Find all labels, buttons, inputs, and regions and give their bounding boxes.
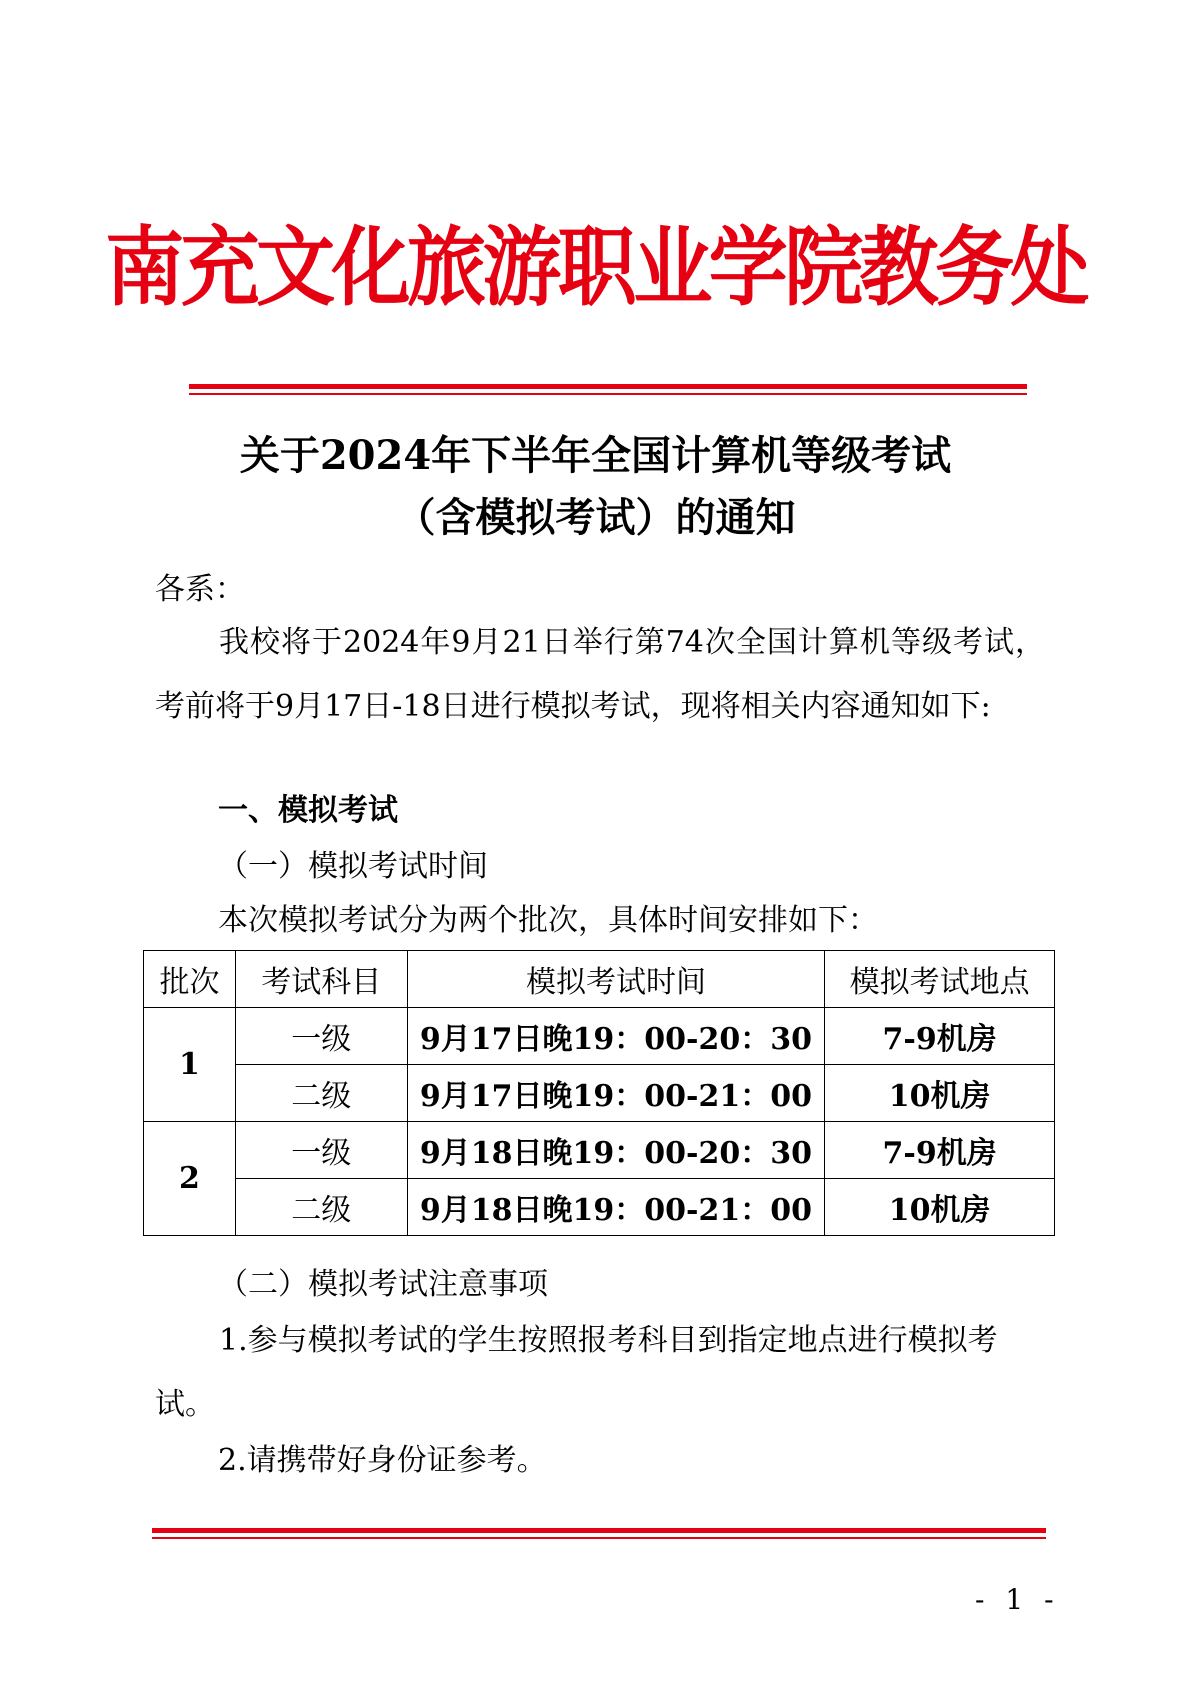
place-cell: 7-9机房 xyxy=(825,1122,1055,1179)
intro-paragraph: 我校将于2024年9月21日举行第74次全国计算机等级考试，考前将于9月17日-18日进行模拟考试，现将相关内容通知如下: xyxy=(155,625,1045,724)
note-item: 1.参与模拟考试的学生按照报考科目到指定地点进行模拟考试。 xyxy=(155,1323,998,1422)
table-intro-text: 本次模拟考试分为两个批次，具体时间安排如下： xyxy=(218,903,878,938)
time-cell: 9月17日晚19：00-20：30 xyxy=(407,1008,825,1065)
subheading-exam-time: （一）模拟考试时间 xyxy=(218,849,488,884)
notice-title-line2: （含模拟考试）的通知 xyxy=(395,494,796,541)
header-batch: 批次 xyxy=(144,951,236,1008)
batch-cell: 2 xyxy=(144,1122,236,1236)
batch-cell: 1 xyxy=(144,1008,236,1122)
subject-cell: 一级 xyxy=(235,1122,407,1179)
table-row xyxy=(144,1065,1055,1122)
note-item: 2.请携带好身份证参考。 xyxy=(218,1443,547,1478)
notice-title-line1: 关于2024年下半年全国计算机等级考试 xyxy=(239,432,952,479)
place-cell: 10机房 xyxy=(825,1179,1055,1236)
place-cell: 7-9机房 xyxy=(825,1008,1055,1065)
table-header-row xyxy=(144,951,1055,1008)
time-cell: 9月17日晚19：00-21：00 xyxy=(407,1065,825,1122)
subheading-exam-notes: （二）模拟考试注意事项 xyxy=(218,1267,548,1302)
header-time: 模拟考试时间 xyxy=(407,951,825,1008)
place-cell: 10机房 xyxy=(825,1065,1055,1122)
table-row xyxy=(144,1179,1055,1236)
header-place: 模拟考试地点 xyxy=(825,951,1055,1008)
salutation: 各系： xyxy=(155,572,245,607)
table-row xyxy=(144,1122,1055,1179)
schedule-table xyxy=(143,950,1055,1236)
table-row xyxy=(144,1008,1055,1065)
header-subject: 考试科目 xyxy=(235,951,407,1008)
section-heading-mock-exam: 一、模拟考试 xyxy=(218,793,398,828)
page-number: - 1 - xyxy=(975,1583,1060,1616)
time-cell: 9月18日晚19：00-20：30 xyxy=(407,1122,825,1179)
subject-cell: 一级 xyxy=(235,1008,407,1065)
masthead-title: 南充文化旅游职业学院教务处 xyxy=(105,218,1086,318)
time-cell: 9月18日晚19：00-21：00 xyxy=(407,1179,825,1236)
subject-cell: 二级 xyxy=(235,1179,407,1236)
subject-cell: 二级 xyxy=(235,1065,407,1122)
